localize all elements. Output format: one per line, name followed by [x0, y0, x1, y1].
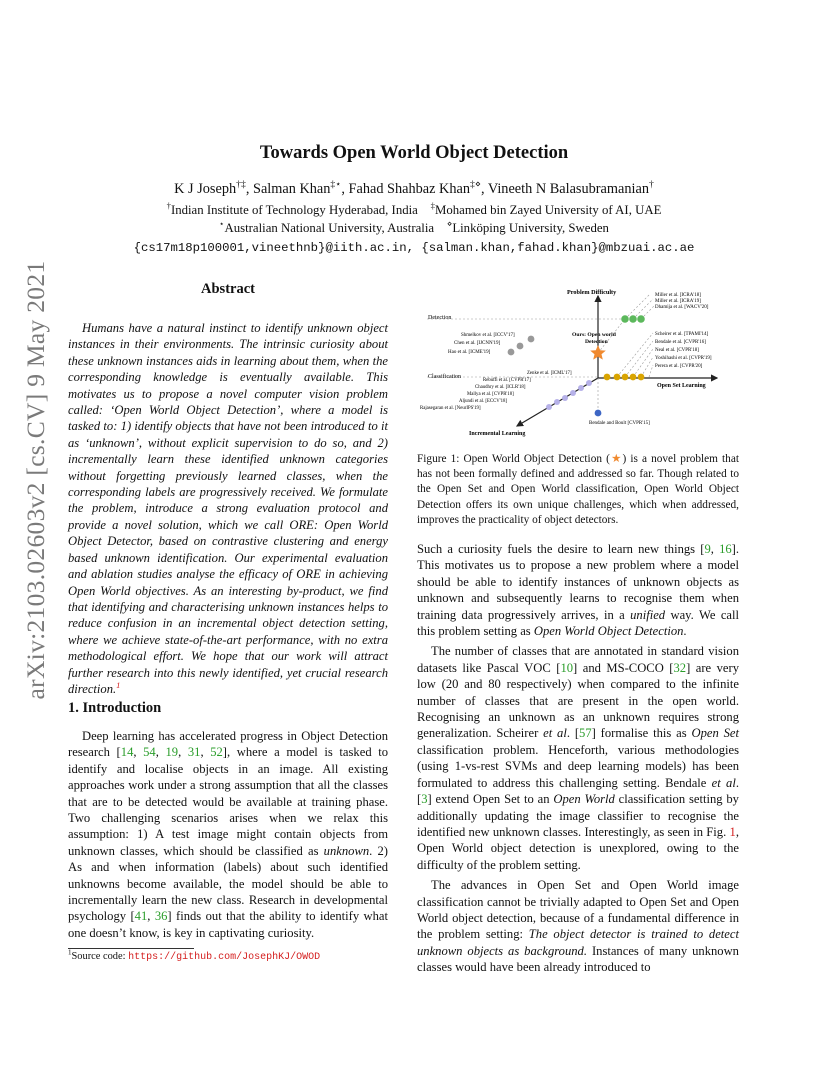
body-text: ] extend Open Set to an	[427, 792, 554, 807]
ref-label: Chen et al. [IJCNN'19]	[454, 341, 501, 346]
body-text: .	[683, 624, 687, 639]
citation-link[interactable]: 16	[719, 542, 732, 556]
body-text: . [	[417, 775, 739, 807]
row-label-detection: Detection	[428, 315, 452, 321]
right-column-body: Such a curiosity fuels the desire to learn new things [9, 16]. This motivates us to propose a new problem where a model should be able to identify instances of unknown objects as unknown and subsequently learns to recognise them when training data progressively arrives, in a unified way. We call this problem setting as Open World Object Detection. The number of classes that are annotated in standard vision datasets like Pascal VOC [10] and MS-COCO [32] are very low (20 and 80 respectively) when compared to the infinite number of classes that are present in the open world. Recognising an unknown as an unknown requires strong generalization. Scheirer et al. [57] formalise this as Open Set classification problem. Henceforth, various methodologies (using 1-vs-rest SVMs and deep learning models) has been formulated to address this challenging setting. Bendale et al. [3] extend Open Set to an Open World classification setting by additionally updating the image classifier to recognise the identified new unknown classes. Interestingly, as seen in Fig. 1, Open World object detection is unexplored, owing to the difficulty of the problem setting. The advances in Open Set and Open World image classification cannot be trivially adapted to Open Set and Open World object detection, because of a fundamental difference in the problem setting: The object detector is trained to detect unknown objects as background. Instances of many unknown classes would have been already introduced to	[417, 542, 740, 975]
ref-label: Bendale et al. [CVPR'16]	[655, 340, 706, 345]
ore-acronym-expansion: Open World Object Detector	[68, 517, 389, 549]
ref-label: Neal et al. [CVPR'18]	[655, 348, 699, 353]
ours-label-line1: Ours: Open world	[572, 332, 616, 338]
lavender-point	[554, 399, 560, 405]
citation-link[interactable]: 31	[187, 745, 201, 760]
gold-point	[630, 374, 637, 381]
ref-label: Bendale and Boult [CVPR'15]	[589, 421, 650, 426]
figure-ref-link[interactable]: 1	[729, 824, 736, 839]
author-affil-mark: †‡	[236, 179, 246, 191]
abstract-body	[68, 320, 388, 697]
emphasis: Open Set	[691, 726, 739, 741]
citation-link[interactable]: 41	[134, 909, 148, 924]
affiliation: Mohamed bin Zayed University of AI, UAE	[435, 203, 662, 217]
citation-link[interactable]: 52	[210, 745, 223, 760]
author-affil-mark: †	[648, 179, 654, 191]
gray-point	[508, 349, 515, 356]
body-text: ] and MS-COCO [	[573, 660, 674, 675]
author-line	[0, 181, 828, 198]
y-axis-title: Problem Difficulty	[567, 289, 617, 296]
citation-link[interactable]: 14	[120, 745, 134, 760]
emphasis: The object detector is trained to detect unknown objects as background.	[417, 927, 739, 958]
footnote-rule	[68, 948, 194, 949]
x-axis-title: Open Set Learning	[657, 383, 706, 389]
citation-link[interactable]: 54	[143, 745, 156, 760]
source-code-link[interactable]: https://github.com/JosephKJ/OWOD	[128, 952, 321, 963]
gray-point	[517, 343, 524, 350]
emphasis: Open World Object Detection	[533, 624, 684, 639]
ref-label: Rajasegaran et al. [NeurIPS'19]	[420, 406, 481, 411]
green-point	[637, 315, 645, 323]
star-icon: ★	[609, 453, 623, 465]
affil-mark: ‡	[430, 200, 435, 211]
gold-point	[614, 374, 621, 381]
body-text: The number of classes that are annotated in standard vision datasets like Pascal VOC [	[417, 644, 739, 675]
arxiv-id: arXiv:2103.02603v2 [cs.CV] 9 May 2021	[21, 260, 50, 700]
intro-text: ] finds out that the ability to identify what one doesn’t know, is key in captivating curiosity.	[68, 909, 389, 940]
abstract-text: Humans have a natural instinct to identify unknown object instances in their environments. The intrinsic curiosity about these unknown instances aids in learning about them, when the corresponding knowledge is eventually available. This motivates us to propose a novel computer vision problem called: ‘Open World Object Detection’, where a model is tasked to: 1) identify objects that have not been introduced to it as ‘unknown’, without explicit supervision to do so, and 2) incrementally learn these identified unknown categories without forgetting previously learned classes, when the corresponding labels are progressively received. We formulate the problem, introduce a strong evaluation protocol and provide a novel solution, which we call ORE:	[68, 321, 388, 532]
intro-text: . 2) As and when information (labels) about such identified unknowns become available, the model should be able to incrementally learn the new class. Research in developmental psychology [	[68, 843, 388, 924]
introduction-body: Deep learning has accelerated progress in Object Detection research [14, 54, 19, 31, 52], where a model is tasked to identify and localise objects in an image. All existing approaches work under a strong assumption that all the classes that are to be detected would be available at training phase. Two challenging scenarios arises when we relax this assumption: 1) A test image might contain objects from unknown classes, which should be classified as unknown. 2) As and when information (labels) about such identified unknowns become available, the model should be able to incrementally learn the new class. Research in developmental psychology [41, 36] finds out that the ability to identify what one doesn’t know, is key in captivating curiosity.	[68, 729, 389, 940]
figure-1-caption	[417, 452, 739, 528]
body-text: ] are very low (20 and 80 respectively) when compared to the infinite number of classes that are present in the open world. Recognising an unknown as an unknown requires strong generalization. Scheirer	[417, 660, 740, 741]
citation-link[interactable]: 36	[154, 909, 168, 924]
citation-link[interactable]: 19	[165, 745, 179, 760]
emphasis: Open World	[553, 792, 615, 807]
gold-point	[622, 374, 629, 381]
ref-label: Shmelkov et al. [ICCV'17]	[461, 333, 515, 338]
affil-mark: ⋆	[219, 218, 225, 229]
z-axis-title: Incremental Learning	[469, 431, 526, 437]
citation-link[interactable]: 9	[704, 542, 711, 556]
lavender-point	[586, 380, 592, 386]
body-text: Such a curiosity fuels the desire to learn new things [	[417, 542, 705, 556]
author-affil-mark: ‡⋆	[330, 179, 342, 191]
caption-text: Figure 1: Open World Object Detection (	[417, 453, 610, 465]
body-text: classification setting by additionally updating the image classifier to recognise the identified new unknown classes. Interestingly, as seen in Fig.	[417, 792, 739, 839]
green-point	[621, 315, 629, 323]
author-emails: {cs17m18p100001,vineethnb}@iith.ac.in, {salman.khan,fahad.khan}@mbzuai.ac.ae	[133, 241, 695, 255]
ref-label: Miller et al. [ICRA'19]	[655, 299, 701, 304]
section-heading-introduction: 1. Introduction	[68, 700, 162, 716]
body-text: way. We call this problem setting as	[417, 607, 739, 639]
emphasis: unknown	[323, 843, 370, 858]
abstract-text: , based on contrastive clustering and energy based unknown identification. Our experimental evaluation and ablation studies analyse the efficacy of ORE in achieving Open World objectives. As an interesting by-product, we find that identifying and characterising unknown instances helps to reduce confusion in an incremental object detection setting, where we achieve state-of-the-art performance, with no extra methodological effort. We hope that our work will attract further research into this newly identified, yet crucial research direction.	[68, 534, 389, 696]
affiliation-line-2	[0, 218, 828, 236]
footnote-mark: 1	[68, 948, 72, 957]
row-label-classification: Classification	[428, 374, 461, 380]
body-text: classification problem. Henceforth, various methodologies (using 1-vs-rest SVMs and deep learning models) has been formulated to address this challenging setting. Bendale	[417, 742, 739, 790]
affil-mark: †	[166, 200, 171, 211]
citation-link[interactable]: 32	[673, 660, 687, 675]
citation-link[interactable]: 10	[560, 660, 574, 675]
author-name: K J Joseph	[174, 181, 237, 197]
ref-label: Rebuffi et al. [CVPR'17]	[483, 378, 531, 383]
ref-label: Zenke et al. [ICML'17]	[527, 371, 572, 376]
affiliation: Linköping University, Sweden	[452, 221, 609, 235]
footnote	[68, 948, 398, 963]
ref-label: Miller et al. [ICRA'18]	[655, 293, 701, 298]
affiliation: Indian Institute of Technology Hyderabad, India	[170, 203, 418, 217]
right-leaders	[617, 333, 653, 377]
body-text: Instances of many unknown classes would have been already introduced to	[417, 943, 739, 975]
gold-point	[638, 374, 645, 381]
body-text: The advances in Open Set and Open World image classification cannot be trivially adapted to Open Set and Open World object detection, because of a fundamental difference in the problem setting:	[417, 878, 739, 942]
author-name: , Salman Khan	[245, 181, 331, 197]
emphasis: et al	[711, 775, 736, 790]
ref-label: Perera et al. [CVPR'20]	[655, 364, 703, 369]
body-text: , Open World object detection is unexplored, owing to the difficulty of the problem setting.	[417, 824, 739, 872]
author-affil-mark: ‡⋄	[470, 179, 481, 191]
ref-label: Scheirer et al. [TPAMI'14]	[655, 332, 709, 337]
ref-label: Chaudhry et al. [ICLR'18]	[475, 385, 526, 390]
footnote-label: Source code:	[71, 951, 129, 962]
intro-text: ], where a model is tasked to identify and localise objects in an image. All existing approaches work under a strong assumption that all the classes that are to be detected would be available at training phase. Two challenging scenarios arises when we relax this assumption: 1) A test image might contain objects from unknown classes, which should be classified as	[68, 745, 389, 858]
arxiv-side-stamp	[8, 260, 64, 700]
blue-point	[595, 410, 602, 417]
ref-label: Hao et al. [ICME'19]	[448, 350, 491, 355]
paper-title: Towards Open World Object Detection	[259, 143, 569, 163]
author-name: , Fahad Shahbaz Khan	[341, 181, 471, 197]
caption-text: ) is a novel problem that has not been formally defined and addressed so far. Though related to the Open Set and Open World classification, Open World Object Detection offers its own unique challenges, which when addressed, improves the practicality of object detectors.	[417, 453, 739, 526]
author-name: , Vineeth N Balasubramanian	[480, 181, 649, 197]
figure-1-problem-space-diagram	[417, 283, 745, 443]
intro-text: Deep learning has accelerated progress in Object Detection research [	[68, 729, 388, 760]
emphasis: unified	[630, 607, 666, 622]
ref-label: Yoshihashi et al. [CVPR'19]	[655, 356, 712, 361]
footnote-ref[interactable]: 1	[116, 679, 121, 690]
affil-mark: ⋄	[446, 218, 453, 229]
affiliation: Australian National University, Australia	[224, 221, 435, 235]
body-text: ] formalise this as	[591, 726, 692, 741]
citation-link[interactable]: 3	[421, 792, 428, 807]
green-point	[629, 315, 637, 323]
abstract-heading: Abstract	[201, 281, 255, 297]
gold-point	[604, 374, 611, 381]
ref-label: Aljundi et al. [ECCV'18]	[459, 399, 508, 404]
citation-link[interactable]: 57	[579, 726, 592, 741]
gray-point	[528, 336, 535, 343]
lavender-point	[570, 390, 576, 396]
body-text: . [	[566, 726, 580, 741]
body-text: ]. This motivates us to propose a new problem where a model should be able to identify instances of unknown objects as unknown and subsequently learns to recognise them when training data progressively arrives, in a	[417, 542, 740, 622]
lavender-point	[546, 404, 552, 410]
ref-label: Dhamija et al. [WACV'20]	[655, 305, 709, 310]
ref-label: Mallya et al. [CVPR'18]	[467, 392, 514, 397]
lavender-point	[578, 385, 584, 391]
emphasis: et al	[543, 726, 567, 741]
ours-label-line2: Detection	[585, 339, 608, 345]
lavender-point	[562, 395, 568, 401]
affiliation-line-1	[0, 200, 828, 218]
